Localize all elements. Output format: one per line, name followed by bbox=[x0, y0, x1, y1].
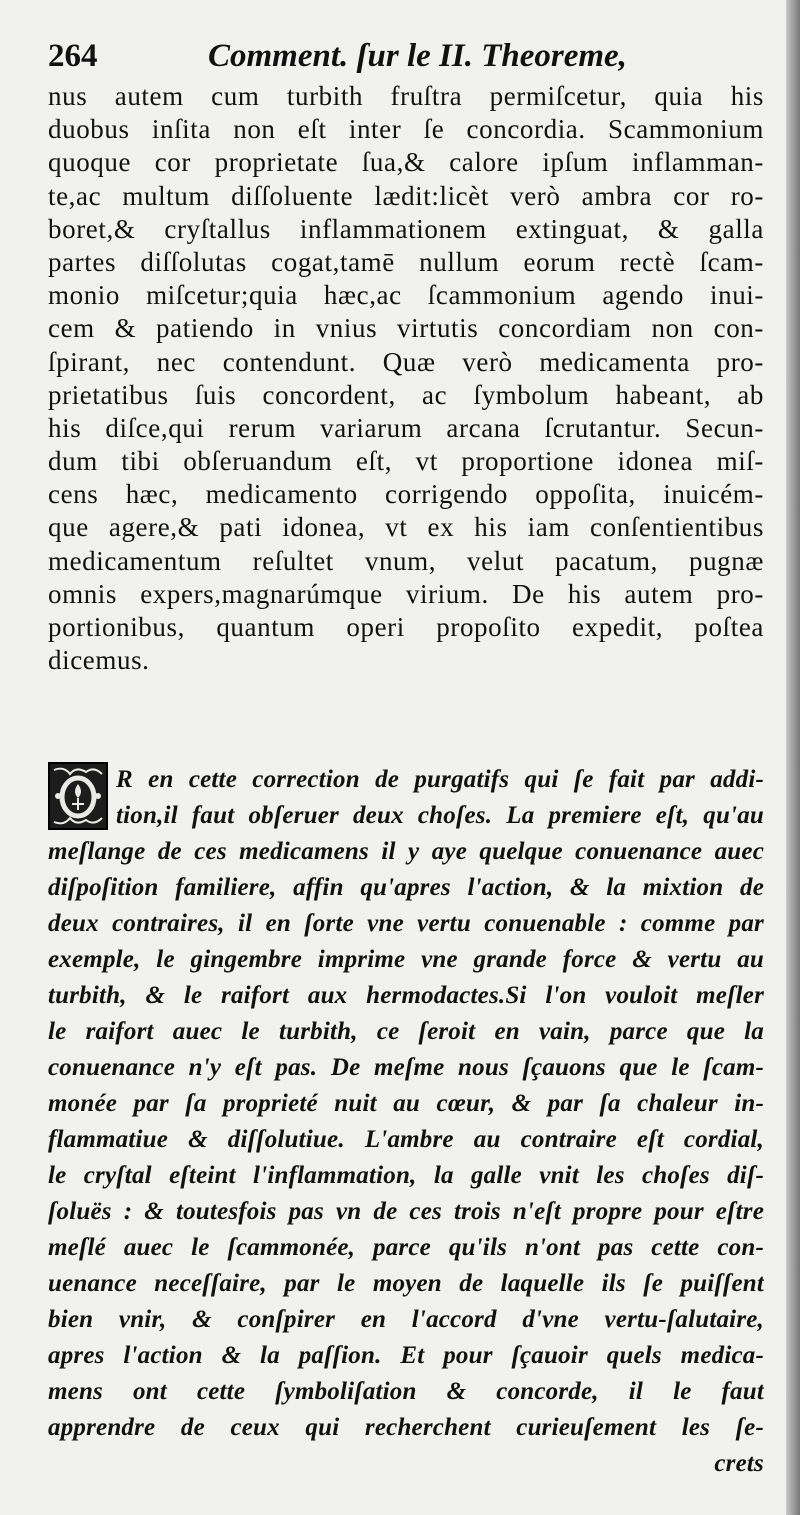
french-line: tion,il faut obſeruer deux choſes. La premiere eſt, qu'au bbox=[116, 802, 764, 829]
french-line: R en cette correction de purgatifs qui ſe fait par addi- bbox=[116, 766, 764, 793]
latin-line: que agere,& pati idonea, vt ex his iam conſentientibus bbox=[48, 512, 764, 543]
french-line: bien vnir, & conſpirer en l'accord d'vne vertu-ſalutaire, bbox=[48, 1306, 764, 1333]
latin-line: cem & patiendo in vnius virtutis concordiam non con- bbox=[48, 313, 764, 344]
ornamental-initial-icon bbox=[48, 762, 108, 830]
latin-line: partes diſſolutas cogat,tamē nullum eorum rectè ſcam- bbox=[48, 246, 764, 277]
page-binding-edge bbox=[786, 0, 800, 1515]
latin-line: portionibus, quantum operi propoſito expedit, poſtea bbox=[48, 612, 764, 642]
latin-line: dum tibi obſeruandum eſt, vt proportione idonea miſ- bbox=[48, 446, 764, 477]
french-line: monée par ſa proprieté nuit au cœur, & par ſa chaleur in- bbox=[48, 1090, 764, 1117]
latin-line: monio miſcetur;quia hæc,ac ſcammonium agendo inui- bbox=[48, 280, 764, 311]
latin-line: cens hæc, medicamento corrigendo oppoſita, inuicém- bbox=[48, 479, 764, 510]
latin-line: his diſce,qui rerum variarum arcana ſcrutantur. Secun- bbox=[48, 412, 764, 443]
french-line: mens ont cette ſymboliſation & concorde, il le faut bbox=[48, 1378, 764, 1405]
french-line: turbith, & le raifort aux hermodactes.Si l'on vouloit meſler bbox=[48, 982, 764, 1009]
french-line: le cryſtal eſteint l'inflammation, la galle vnit les choſes diſ- bbox=[48, 1162, 764, 1189]
french-line: deux contraires, il en ſorte vne vertu conuenable : comme par bbox=[48, 910, 764, 937]
french-line: diſpoſition familiere, affin qu'apres l'action, & la mixtion de bbox=[48, 874, 764, 901]
french-line: flammatiue & diſſolutiue. L'ambre au contraire eſt cordial, bbox=[48, 1126, 764, 1153]
french-line: conuenance n'y eſt pas. De meſme nous ſçauons que le ſcam- bbox=[48, 1054, 764, 1081]
french-line: meſlé auec le ſcammonée, parce qu'ils n'ont pas cette con- bbox=[48, 1234, 764, 1261]
french-line: meſlange de ces medicamens il y aye quelque conuenance auec bbox=[48, 838, 764, 865]
latin-line: omnis expers,magnarúmque virium. De his autem pro- bbox=[48, 578, 764, 609]
french-line: exemple, le gingembre imprime vne grande force & vertu au bbox=[48, 946, 764, 973]
latin-line: boret,& cryſtallus inflammationem extinguat, & galla bbox=[48, 213, 764, 244]
running-title: Comment. ſur le II. Theoreme, bbox=[208, 38, 627, 74]
french-line: apprendre de ceux qui recherchent curieuſement les ſe- bbox=[48, 1414, 764, 1441]
latin-line: te,ac multum diſſoluente lædit:licèt verò ambra cor ro- bbox=[48, 180, 764, 211]
latin-line: dicemus. bbox=[48, 645, 150, 676]
latin-line: nus autem cum turbith fruſtra permiſcetur, quia his bbox=[48, 81, 764, 111]
latin-line: prietatibus ſuis concordent, ac ſymbolum habeant, ab bbox=[48, 379, 764, 410]
catchword: crets bbox=[714, 1450, 764, 1477]
french-line: le raifort auec le turbith, ce ſeroit en vain, parce que la bbox=[48, 1018, 764, 1045]
latin-line: medicamentum reſultet vnum, velut pacatum, pugnæ bbox=[48, 545, 764, 576]
french-paragraph bbox=[48, 762, 764, 1502]
latin-line: quoque cor proprietate ſua,& calore ipſum inflamman- bbox=[48, 147, 764, 178]
latin-line: duobus inſita non eſt inter ſe concordia. Scammonium bbox=[48, 114, 764, 145]
latin-paragraph bbox=[48, 80, 764, 720]
page-number: 264 bbox=[48, 38, 98, 74]
latin-line: ſpirant, nec contendunt. Quæ verò medicamenta pro- bbox=[48, 346, 764, 377]
french-line: ſoluës : & toutesfois pas vn de ces trois n'eſt propre pour eſtre bbox=[48, 1198, 764, 1225]
french-line: apres l'action & la paſſion. Et pour ſçauoir quels medica- bbox=[48, 1342, 764, 1369]
french-line: uenance neceſſaire, par le moyen de laquelle ils ſe puiſſent bbox=[48, 1270, 764, 1297]
